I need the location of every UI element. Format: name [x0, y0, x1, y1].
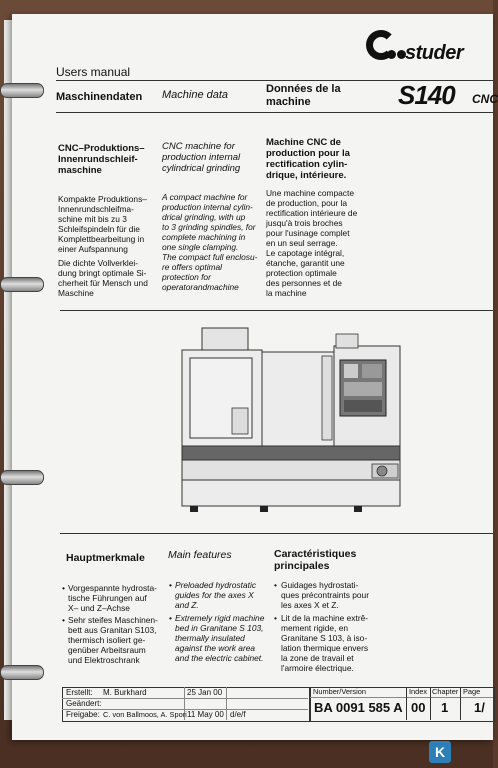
- section-title-de: Maschinendaten: [56, 91, 143, 103]
- footer-freigabe-label: Freigabe:: [66, 710, 100, 719]
- footer-col-line: [226, 687, 227, 720]
- cnc-paragraph-en: A compact machine for production internal cylin- drical grinding, with up to 3 grinding spindles, for complete machining in one single clamping.: [162, 192, 256, 252]
- footer-col-line: [460, 687, 461, 720]
- cnc-enclosure-fr: Le capotage intégral, étanche, garantit une protection optimale des personnes et de la machine: [266, 248, 345, 298]
- footer-index-value: 00: [411, 700, 426, 715]
- watermark-logo-icon: K: [429, 741, 451, 763]
- feature2-fr: Lit de la machine extrê- mement rigide, en Granitane S 103, à iso- lation thermique envers la zone de travail et l'armoire électrique.: [281, 613, 369, 673]
- footer-chapter-label: Chapter: [432, 687, 459, 696]
- footer-number-label: Number/Version: [313, 687, 366, 696]
- model-suffix: CNC: [472, 92, 498, 106]
- model-name: S140: [398, 80, 455, 110]
- cnc-enclosure-en: The compact full enclosu- re offers optimal protection for operatorandmachine: [162, 252, 258, 292]
- cnc-title-fr: Machine CNC de production pour la rectification cylin- drique, intérieure.: [266, 137, 350, 181]
- cnc-paragraph-fr: Une machine compacte de production, pour la rectification intérieure de jusqu'à trois broches pour l'usinage complet en un seul serrage.: [266, 188, 358, 248]
- feature1-fr: Guidages hydrostati- ques précontraints pour les axes X et Z.: [281, 580, 369, 610]
- features-title-fr: Caractéristiques principales: [274, 548, 357, 572]
- features-rule: [60, 533, 493, 534]
- footer-col-line: [430, 687, 431, 720]
- brand-name: studer: [405, 42, 464, 64]
- feature1-de: Vorgespannte hydrosta- tische Führungen auf X– und Z–Achse: [68, 583, 157, 613]
- bullet-icon: •: [274, 580, 277, 590]
- footer-page-label: Page: [463, 687, 481, 696]
- cnc-title-en: CNC machine for production internal cylindrical grinding: [162, 141, 241, 174]
- logo-dot: [387, 50, 396, 59]
- footer-language: d/e/f: [230, 710, 246, 719]
- footer-erstellt-name: M. Burkhard: [103, 688, 147, 697]
- binder-ring: [0, 83, 44, 98]
- binder-ring: [0, 470, 44, 485]
- section-rule: [56, 112, 493, 113]
- cnc-title-de: CNC–Produktions– Innenrundschleif- maschine: [58, 143, 145, 176]
- section-title-fr: Données de la machine: [266, 83, 341, 108]
- binder-ring: [0, 277, 44, 292]
- bullet-icon: •: [169, 613, 172, 623]
- bullet-icon: •: [169, 580, 172, 590]
- footer-erstellt-date: 25 Jan 00: [187, 688, 223, 697]
- footer-erstellt-label: Erstellt:: [66, 688, 93, 697]
- block-rule: [60, 310, 493, 311]
- cnc-enclosure-de: Die dichte Vollverklei- dung bringt optimale Si- cherheit für Mensch und Maschine: [58, 258, 148, 298]
- footer-freigabe-name: C. von Ballmoos, A. Spori: [103, 710, 187, 719]
- cnc-paragraph-de: Kompakte Produktions– Innenrundschleifma- schine mit bis zu 3 Schleifspindeln für die Komplettbearbeitung in einer Aufspannung: [58, 194, 147, 254]
- users-manual-label: Users manual: [56, 65, 131, 79]
- features-title-en: Main features: [168, 549, 232, 561]
- bullet-icon: •: [62, 583, 65, 593]
- footer-page-value: 1/: [474, 700, 485, 715]
- footer-index-label: Index: [409, 687, 428, 696]
- footer-col-line: [406, 687, 407, 720]
- bullet-icon: •: [274, 613, 277, 623]
- footer-geaendert-label: Geändert:: [66, 699, 102, 708]
- footer-chapter-value: 1: [441, 700, 449, 715]
- bullet-icon: •: [62, 615, 65, 625]
- footer-freigabe-date: 11 May 00: [187, 710, 224, 719]
- footer-row-line: [310, 697, 493, 698]
- feature1-en: Preloaded hydrostatic guides for the axes X and Z.: [175, 580, 257, 610]
- machine-illustration: [176, 322, 408, 518]
- section-title-en: Machine data: [162, 89, 229, 101]
- features-title-de: Hauptmerkmale: [66, 552, 145, 564]
- binder-ring: [0, 665, 44, 680]
- feature2-en: Extremely rigid machine bed in Granitane S 103, thermally insulated against the work area and the electric cabinet.: [175, 613, 265, 663]
- feature2-de: Sehr steifes Maschinen- bett aus Granitan S103, thermisch isoliert ge- genüber Arbeitsraum und Elektroschrank: [68, 615, 158, 665]
- footer-number-value: BA 0091 585 A: [314, 700, 403, 715]
